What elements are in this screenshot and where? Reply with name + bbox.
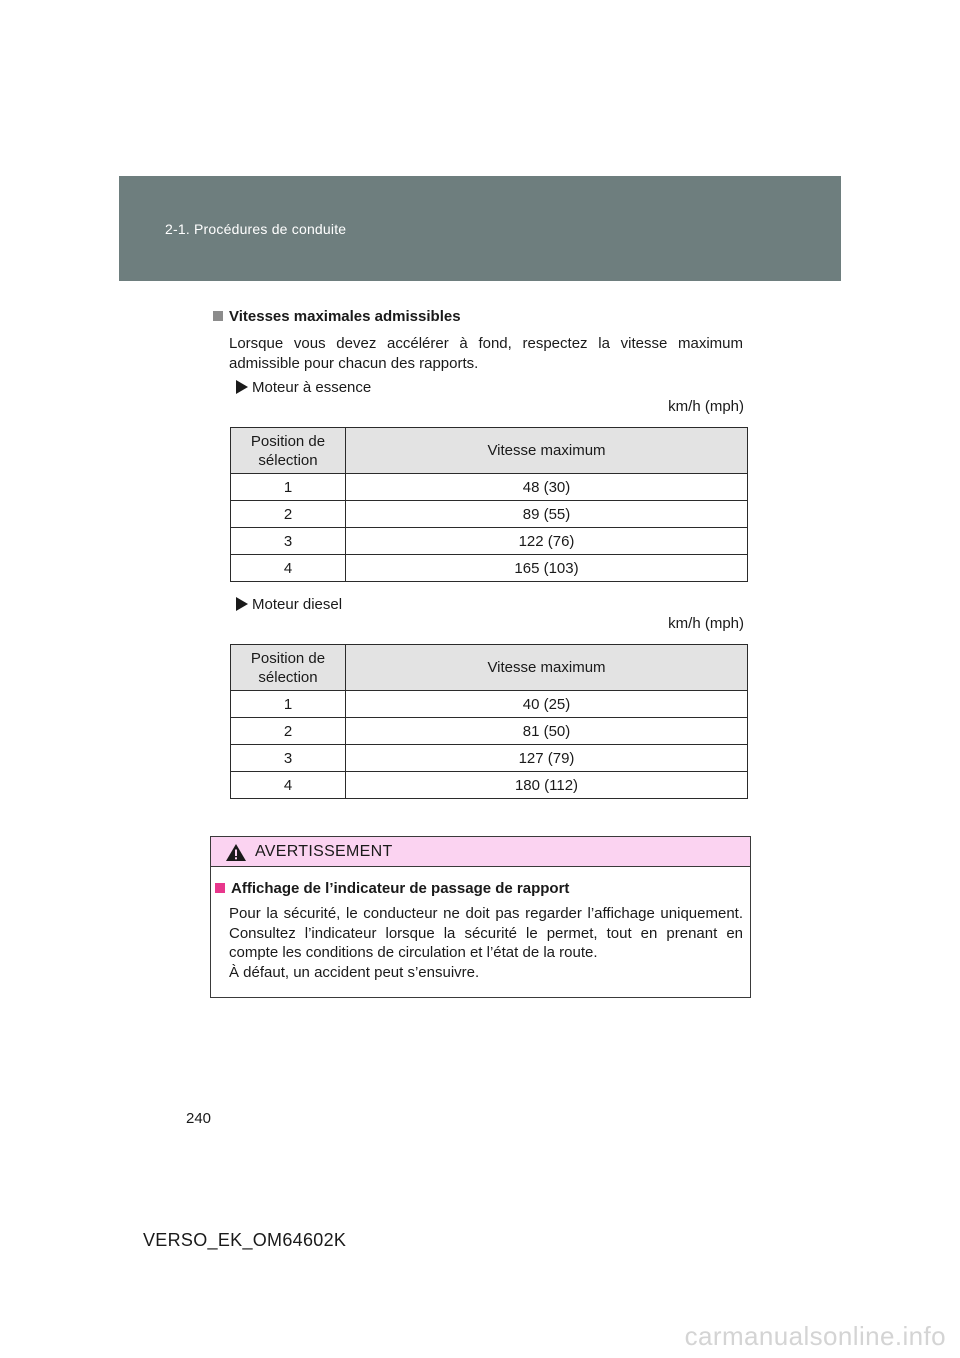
triangle-arrow-icon — [236, 380, 248, 394]
gear-position-cell: 2 — [231, 718, 346, 745]
column-header-speed: Vitesse maximum — [346, 645, 748, 691]
chapter-breadcrumb: 2-1. Procédures de conduite — [165, 221, 347, 237]
max-speed-cell: 89 (55) — [346, 501, 748, 528]
warning-body-text: Pour la sécurité, le conducteur ne doit pas regarder l’affichage uniquement. Consultez l’indicateur lorsque la sécurité le permet, tout en prenant en compte les conditions de circulation et l’état de la route. — [229, 905, 743, 961]
table-row — [231, 745, 748, 772]
column-header-position: Position de sélection — [231, 645, 346, 691]
section-title — [213, 308, 461, 325]
column-header-position: Position de sélection — [231, 428, 346, 474]
watermark: carmanualsonline.info — [684, 1321, 946, 1351]
petrol-engine-label-text: Moteur à essence — [252, 379, 372, 396]
warning-header — [211, 837, 750, 867]
warning-box — [210, 836, 751, 998]
table-row — [231, 501, 748, 528]
max-speed-cell: 122 (76) — [346, 528, 748, 555]
warning-subtitle-text: Affichage de l’indicateur de passage de rapport — [231, 880, 570, 897]
warning-body — [229, 904, 743, 982]
square-bullet-icon — [215, 883, 225, 893]
table-row — [231, 691, 748, 718]
warning-title: AVERTISSEMENT — [255, 843, 393, 860]
petrol-engine-label — [236, 379, 371, 396]
table-row — [231, 528, 748, 555]
warning-triangle-icon — [225, 843, 247, 867]
table-header-row — [231, 645, 748, 691]
max-speed-cell: 180 (112) — [346, 772, 748, 799]
table-row — [231, 555, 748, 582]
section-intro: Lorsque vous devez accélérer à fond, respectez la vitesse maximum admissible pour chacun des rapports. — [229, 335, 743, 372]
gear-position-cell: 3 — [231, 528, 346, 555]
section-title-text: Vitesses maximales admissibles — [229, 308, 461, 325]
gear-position-cell: 1 — [231, 474, 346, 501]
gear-position-cell: 4 — [231, 772, 346, 799]
warning-body-consequence: À défaut, un accident peut s’ensuivre. — [229, 963, 480, 981]
square-bullet-icon — [213, 311, 223, 321]
warning-subtitle — [215, 880, 569, 897]
petrol-unit-label: km/h (mph) — [668, 398, 744, 415]
table-header-row — [231, 428, 748, 474]
page-number: 240 — [186, 1110, 212, 1127]
diesel-engine-label — [236, 596, 342, 613]
gear-position-cell: 1 — [231, 691, 346, 718]
gear-position-cell: 3 — [231, 745, 346, 772]
column-header-speed: Vitesse maximum — [346, 428, 748, 474]
max-speed-cell: 81 (50) — [346, 718, 748, 745]
max-speed-cell: 40 (25) — [346, 691, 748, 718]
triangle-arrow-icon — [236, 597, 248, 611]
table-row — [231, 772, 748, 799]
diesel-engine-label-text: Moteur diesel — [252, 596, 343, 613]
document-code: VERSO_EK_OM64602K — [143, 1230, 347, 1250]
petrol-speed-table — [230, 427, 748, 582]
table-row — [231, 474, 748, 501]
gear-position-cell: 4 — [231, 555, 346, 582]
diesel-speed-table — [230, 644, 748, 799]
table-row — [231, 718, 748, 745]
max-speed-cell: 165 (103) — [346, 555, 748, 582]
max-speed-cell: 127 (79) — [346, 745, 748, 772]
diesel-unit-label: km/h (mph) — [668, 615, 744, 632]
max-speed-cell: 48 (30) — [346, 474, 748, 501]
chapter-header-band — [119, 176, 841, 281]
gear-position-cell: 2 — [231, 501, 346, 528]
